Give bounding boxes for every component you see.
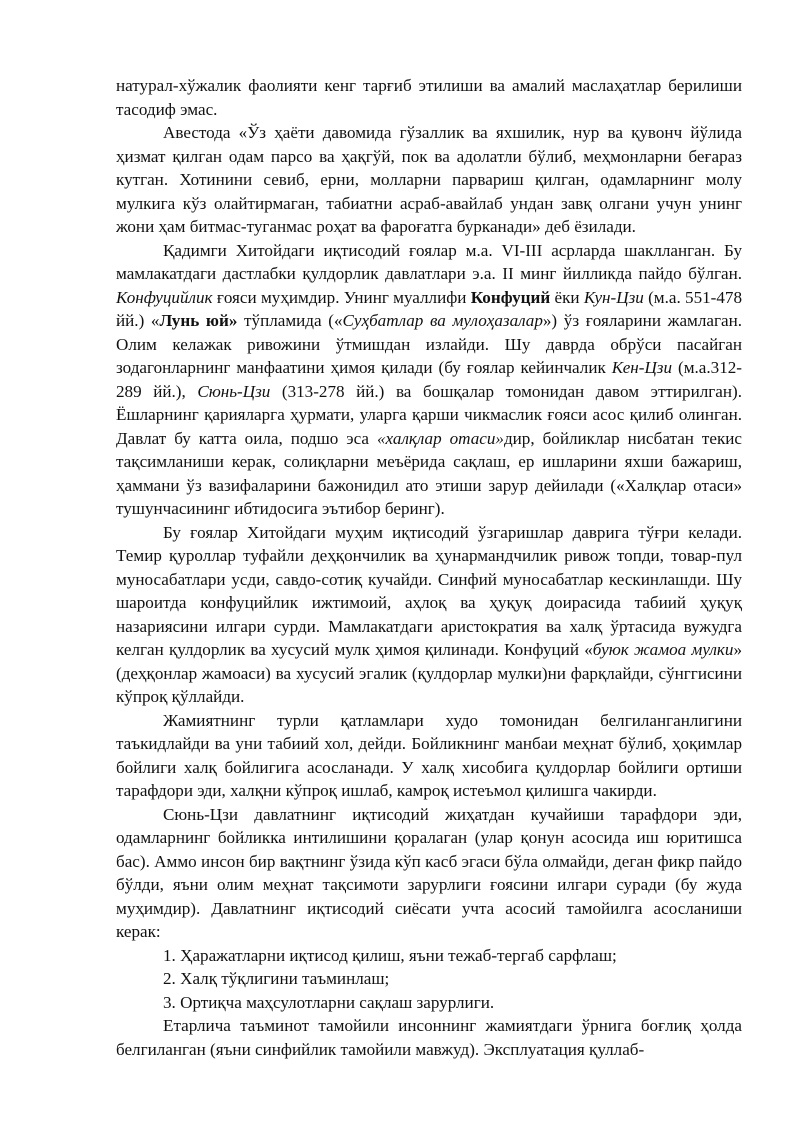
bold-text: Конфуций — [470, 287, 551, 307]
italic-text: Кен-Цзи — [611, 358, 673, 377]
text-run: » (деҳқонлар жамоаси) ва хусусий эгалик (қулдорлар мулки)ни фарқлайди, сўнггисини кўпроқ қўллайди. — [116, 640, 743, 706]
text-run: ғояси муҳимдир. Унинг муаллифи — [212, 287, 471, 307]
text-run: Етарлича таъминот тамойили инсоннинг жамиятдаги ўрнига боғлиқ ҳолда белгиланган (яъни синфийлик тамойили мавжуд). Эксплуатация қуллаб- — [116, 1016, 742, 1059]
text-run: Бу ғоялар Хитойдаги муҳим иқтисодий ўзгаришлар даврига тўғри келади. Темир қуроллар туфайли деҳқончилик ва ҳунармандчилик ривож топди, товар-пул муносабатлари усди, савдо-сотиқ кучайди. Синфий муносабатлар кескинлашди. Шу шароитда конфуцийлик ижтимоий, аҳлоқ ва ҳуқуқ доирасида табиий ҳуқуқ назариясини илгари сурди. Мамлакатдаги аристократия ва халқ ўртасида вужудга келган қулдорлик ва хусусий мулк ҳимоя қилинади. Конфуций « — [116, 522, 742, 659]
text-run: ёки — [550, 287, 584, 307]
text-run: натурал-хўжалик фаолияти кенг тарғиб этилиши ва амалий маслаҳатлар берилиши тасодиф эмас. — [116, 76, 742, 119]
paragraph-xunzi — [116, 803, 742, 944]
text-run: 3. Ортиқча маҳсулотларни сақлаш зарурлиги. — [163, 992, 495, 1012]
text-run: Жамиятнинг турли қатламлари худо томонидан белгиланганлигини таъкидлайди ва уни табиий хол, дейди. Бойликнинг манбаи меҳнат бўлиб, ҳоқимлар бойлиги халқ бойлигига асосланади. У халқ хисобига қулдорлар бойлиги ортиши тарафдори эди, халқни кўпроқ ишлаб, камроқ истеъмол қилишга чакирди. — [116, 710, 742, 800]
paragraph-continuation — [116, 74, 742, 121]
text-run: Сюнь-Цзи давлатнинг иқтисодий жиҳатдан кучайиши тарафдори эди, одамларнинг бойликка интилишини қоралаган (улар қонун асосида иш юритишса бас). Аммо инсон бир вақтнинг ўзида кўп касб эгаси бўла олмайди, деган фикр пайдо бўлди, яъни олим меҳнат тақсимоти зарурлиги ғоясини илгари суради (бу жуда муҳимдир). Давлатнинг иқтисодий сиёсати учта асосий тамойилга асосланиши керак: — [116, 804, 742, 941]
paragraph-ancient-china — [116, 239, 742, 521]
text-run: (м.а. 551-478 йй.) « — [116, 287, 742, 330]
text-run: 1. Ҳаражатларни иқтисод қилиш, яъни тежаб-тергаб сарфлаш; — [163, 945, 617, 965]
list-item-2 — [116, 967, 742, 991]
text-run: 2. Халқ тўқлигини таъминлаш; — [163, 969, 390, 988]
text-run: тўпламида (« — [237, 311, 343, 330]
list-item-3 — [116, 991, 742, 1015]
text-run: Авестода «Ўз ҳаёти давомида гўзаллик ва яхшилик, нур ва қувонч йўлида ҳизмат қилган одам парсо ва ҳақгўй, пок ва адолатли бўлиб, меҳмонларни беғараз кутган. Хотинини севиб, ерни, молларни парвариш қилган, одамларнинг молу мулкига кўз олайтирмаган, табиатни асраб-авайлаб ундан завқ олгани учун унинг жони ҳам битмас-туганмас роҳат ва фароғатга бурканади» деб ёзилади. — [116, 123, 742, 236]
italic-text: «халқлар отаси» — [376, 428, 504, 448]
bold-text: Лунь юй» — [159, 311, 238, 330]
italic-text: Сюнь-Цзи — [197, 381, 271, 401]
italic-text: Конфуцийлик — [116, 287, 213, 307]
paragraph-provision-principle — [116, 1014, 742, 1061]
italic-text: Кун-Цзи — [583, 287, 644, 307]
paragraph-social-layers — [116, 709, 742, 803]
list-item-1 — [116, 944, 742, 968]
paragraph-economic-changes — [116, 521, 742, 709]
italic-text: Суҳбатлар ва мулоҳазалар — [342, 311, 543, 330]
text-run: ») ўз ғояларини жамлаган. Олим келажак ривожини ўтмишдан излайди. Шу даврда обрўси пасайган зодагонларнинг манфаатини ҳимоя қилади (бу ғоялар кейинчалик — [116, 311, 742, 377]
paragraph-avesta — [116, 121, 742, 239]
text-run: дир, бойликлар нисбатан текис тақсимланиши керак, солиқларни меъёрида сақлаш, ер ишларини яхши бажариш, ҳаммани ўз вазифаларини бажонидил ато этиши зарур дейилади («Халқлар отаси» тушунчасининг ибтидосига эътибор беринг). — [116, 428, 743, 518]
italic-text: буюк жамоа мулки — [592, 640, 734, 659]
text-run: Қадимги Хитойдаги иқтисодий ғоялар м.а. VI-III асрларда шаклланган. Бу мамлакатдаги дастлабки қулдорлик давлатлари э.а. II минг йилликда пайдо бўлган. — [116, 240, 742, 283]
body-text — [116, 74, 742, 1061]
text-run: (м.а.312-289 йй.), — [116, 358, 742, 401]
text-run: (313-278 йй.) ва бошқалар томонидан давом эттирилган). Ёшларнинг қарияларга ҳурмати, уларга қарши чикмаслик ғояси асос қилиб олинган. Давлат бу катта оила, подшо эса — [116, 381, 742, 448]
